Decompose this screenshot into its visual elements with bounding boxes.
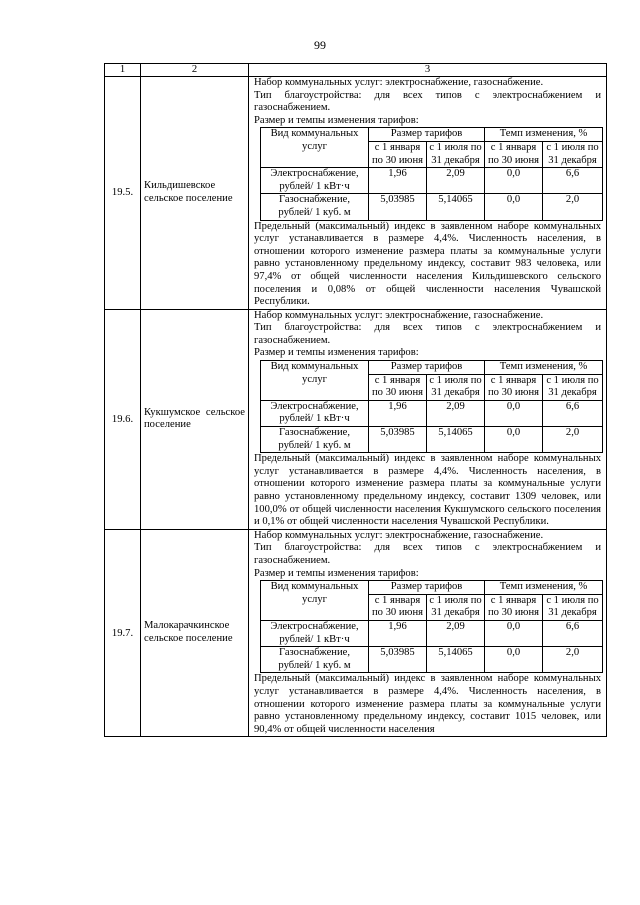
header-col-3: 3 bbox=[249, 64, 607, 77]
col-size-header: Размер тарифов bbox=[369, 361, 485, 375]
col-rate-header: Темп изменения, % bbox=[485, 361, 603, 375]
settlement-name: Малокарачкинское сельское поселение bbox=[141, 529, 249, 737]
electricity-label: Электроснабжение, рублей/ 1 кВт·ч bbox=[261, 168, 369, 194]
electricity-label: Электроснабжение, рублей/ 1 кВт·ч bbox=[261, 620, 369, 646]
col-type-header: Вид коммунальных услуг bbox=[261, 128, 369, 168]
gas-value: 0,0 bbox=[485, 427, 543, 453]
index-note: Предельный (максимальный) индекс в заявленном наборе коммунальных услуг устанавливается в размере 4,4%. Численность населения, в отношении которого изменение размера платы за коммунальные услуги равно установленному предельному индексу, составит 983 человека, или 97,4% от общей численности населения Кильдишевского сельского поселения и 0,08% от общей численности населения Чувашской Республики. bbox=[254, 220, 601, 308]
tariffs-title: Размер и темпы изменения тарифов: bbox=[254, 114, 419, 126]
electricity-value: 1,96 bbox=[369, 168, 427, 194]
improvement-text: Тип благоустройства: для всех типов с электроснабжением и газоснабжением. bbox=[254, 89, 601, 114]
improvement-text: Тип благоустройства: для всех типов с электроснабжением и газоснабжением. bbox=[254, 542, 601, 566]
period-1-header: с 1 января по 30 июня bbox=[369, 141, 427, 167]
index-note: Предельный (максимальный) индекс в заявленном наборе коммунальных услуг устанавливается в размере 4,4%. Численность населения, в отношении которого изменение размера платы за коммунальные услуги равно установленному предельному индексу, составит 1309 человек, или 100,0% от общей численности населения Кукшумского сельского поселения и 0,1% от общей численности населения Чувашской Республики. bbox=[254, 453, 601, 528]
gas-value: 0,0 bbox=[485, 647, 543, 673]
electricity-value: 2,09 bbox=[427, 168, 485, 194]
tariff-subtable bbox=[260, 580, 603, 673]
gas-value: 5,03985 bbox=[369, 194, 427, 220]
gas-value: 5,14065 bbox=[427, 194, 485, 220]
period-2-header: с 1 июля по 31 декабря bbox=[427, 141, 485, 167]
period-2-header: с 1 июля по 31 декабря bbox=[543, 594, 603, 620]
row-content bbox=[249, 529, 607, 737]
settlement-name: Кильдишевское сельское поселение bbox=[141, 77, 249, 310]
gas-label: Газоснабжение, рублей/ 1 куб. м bbox=[261, 194, 369, 220]
gas-value: 5,14065 bbox=[427, 647, 485, 673]
header-col-1: 1 bbox=[105, 64, 141, 77]
col-size-header: Размер тарифов bbox=[369, 581, 485, 595]
gas-value: 2,0 bbox=[543, 427, 603, 453]
row-number: 19.7. bbox=[105, 529, 141, 737]
row-number: 19.5. bbox=[105, 77, 141, 310]
electricity-value: 2,09 bbox=[427, 400, 485, 426]
electricity-value: 6,6 bbox=[543, 168, 603, 194]
tariff-subtable bbox=[260, 360, 603, 453]
electricity-value: 0,0 bbox=[485, 168, 543, 194]
electricity-value: 1,96 bbox=[369, 400, 427, 426]
electricity-value: 6,6 bbox=[543, 620, 603, 646]
period-2-header: с 1 июля по 31 декабря bbox=[543, 374, 603, 400]
electricity-value: 1,96 bbox=[369, 620, 427, 646]
col-rate-header: Темп изменения, % bbox=[485, 128, 603, 142]
tariff-table bbox=[104, 63, 607, 737]
period-2-header: с 1 июля по 31 декабря bbox=[427, 374, 485, 400]
col-type-header: Вид коммунальных услуг bbox=[261, 581, 369, 621]
electricity-value: 0,0 bbox=[485, 620, 543, 646]
gas-value: 0,0 bbox=[485, 194, 543, 220]
services-text: Набор коммунальных услуг: электроснабжение, газоснабжение. bbox=[254, 309, 544, 321]
row-content bbox=[249, 77, 607, 310]
header-col-2: 2 bbox=[141, 64, 249, 77]
period-2-header: с 1 июля по 31 декабря bbox=[427, 594, 485, 620]
period-1-header: с 1 января по 30 июня bbox=[485, 594, 543, 620]
period-2-header: с 1 июля по 31 декабря bbox=[543, 141, 603, 167]
period-1-header: с 1 января по 30 июня bbox=[369, 594, 427, 620]
gas-value: 5,03985 bbox=[369, 427, 427, 453]
tariffs-title: Размер и темпы изменения тарифов: bbox=[254, 567, 419, 579]
page-number: 99 bbox=[314, 38, 326, 52]
col-type-header: Вид коммунальных услуг bbox=[261, 361, 369, 401]
table-row bbox=[105, 309, 607, 529]
period-1-header: с 1 января по 30 июня bbox=[369, 374, 427, 400]
table-row bbox=[105, 529, 607, 737]
gas-label: Газоснабжение, рублей/ 1 куб. м bbox=[261, 427, 369, 453]
gas-label: Газоснабжение, рублей/ 1 куб. м bbox=[261, 647, 369, 673]
services-text: Набор коммунальных услуг: электроснабжение, газоснабжение. bbox=[254, 529, 544, 541]
period-1-header: с 1 января по 30 июня bbox=[485, 374, 543, 400]
table-row bbox=[105, 77, 607, 310]
gas-value: 2,0 bbox=[543, 647, 603, 673]
gas-value: 5,14065 bbox=[427, 427, 485, 453]
tariff-subtable bbox=[260, 127, 603, 220]
services-text: Набор коммунальных услуг: электроснабжение, газоснабжение. bbox=[254, 77, 544, 88]
electricity-value: 2,09 bbox=[427, 620, 485, 646]
col-size-header: Размер тарифов bbox=[369, 128, 485, 142]
tariffs-title: Размер и темпы изменения тарифов: bbox=[254, 347, 419, 359]
table-header-row bbox=[105, 64, 607, 77]
settlement-name: Кукшумское сельское поселение bbox=[141, 309, 249, 529]
electricity-value: 0,0 bbox=[485, 400, 543, 426]
gas-value: 2,0 bbox=[543, 194, 603, 220]
row-content bbox=[249, 309, 607, 529]
electricity-label: Электроснабжение, рублей/ 1 кВт·ч bbox=[261, 400, 369, 426]
improvement-text: Тип благоустройства: для всех типов с электроснабжением и газоснабжением. bbox=[254, 322, 601, 346]
electricity-value: 6,6 bbox=[543, 400, 603, 426]
col-rate-header: Темп изменения, % bbox=[485, 581, 603, 595]
period-1-header: с 1 января по 30 июня bbox=[485, 141, 543, 167]
gas-value: 5,03985 bbox=[369, 647, 427, 673]
index-note: Предельный (максимальный) индекс в заявленном наборе коммунальных услуг устанавливается в размере 4,4%. Численность населения, в отношении которого изменение размера платы за коммунальные услуги равно установленному предельному индексу, составит 1015 человек, или 90,4% от общей численности населения bbox=[254, 673, 601, 735]
row-number: 19.6. bbox=[105, 309, 141, 529]
